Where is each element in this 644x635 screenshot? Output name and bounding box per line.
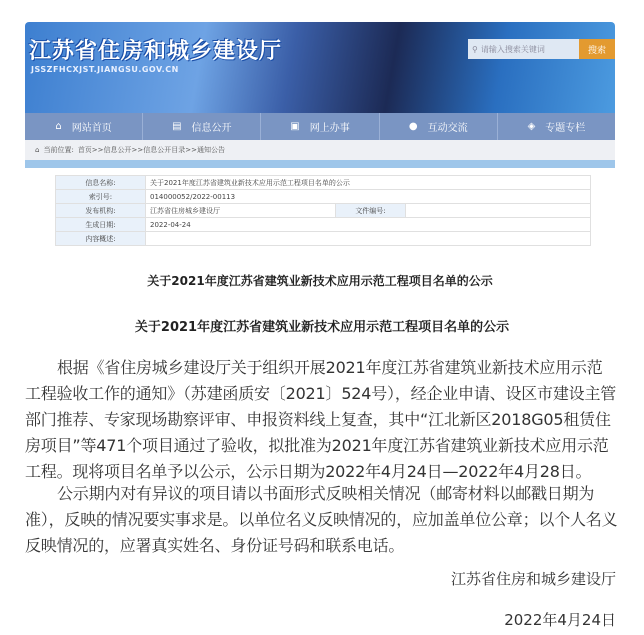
page-screenshot — [25, 22, 615, 292]
nav-topics[interactable] — [498, 113, 615, 140]
label: 内容概述: — [56, 232, 146, 246]
search-placeholder: 请输入搜索关键词 — [480, 44, 545, 54]
main-nav — [25, 113, 615, 140]
nav-service[interactable] — [261, 113, 379, 140]
info-table — [55, 175, 591, 246]
search-button[interactable]: 搜索 — [579, 39, 615, 59]
value — [406, 204, 591, 218]
label: 发布机构: — [56, 204, 146, 218]
value — [146, 232, 591, 246]
service-icon: ▣ — [290, 121, 300, 132]
home-icon: ⌂ — [55, 121, 62, 132]
value: 江苏省住房城乡建设厅 — [146, 204, 336, 218]
value: 2022-04-24 — [146, 218, 591, 232]
signature: 江苏省住房和城乡建设厅 — [450, 570, 616, 588]
nav-label: 网站首页 — [71, 123, 112, 134]
nav-label: 网上办事 — [309, 123, 350, 134]
label: 生成日期: — [56, 218, 146, 232]
document-icon: ▤ — [172, 121, 182, 132]
value: 关于2021年度江苏省建筑业新技术应用示范工程项目名单的公示 — [146, 176, 591, 190]
nav-home[interactable] — [25, 113, 143, 140]
article-paragraph: 根据《省住房城乡建设厅关于组织开展2021年度江苏省建筑业新技术应用示范工程验收工作的通知》（苏建函质安〔2021〕524号），经企业申请、设区市建设主管部门推荐、专家现场勘察评审、申报资料线上复查，其中“江北新区2018G05租赁住房项目”等471个项目通过了验收，拟批准为2021年度江苏省建筑业新技术应用示范工程。现将项目名单予以公示，公示日期为2022年4月24日—2022年4月28日。 — [25, 358, 617, 481]
label: 文件编号: — [336, 204, 406, 218]
signature-date: 2022年4月24日 — [504, 611, 616, 629]
search-input[interactable] — [468, 39, 579, 59]
site-url: JSSZFHCXJST.JIANGSU.GOV.CN — [31, 65, 179, 74]
breadcrumb-path[interactable]: 首页>>信息公开>>信息公开目录>>通知公告 — [77, 146, 226, 154]
label: 索引号: — [56, 190, 146, 204]
nav-label: 信息公开 — [191, 123, 232, 134]
info-card — [25, 168, 615, 292]
breadcrumb-label: 当前位置: — [43, 146, 74, 154]
chat-icon: ● — [408, 121, 418, 132]
label: 信息名称: — [56, 176, 146, 190]
search-bar — [468, 39, 615, 59]
article-paragraph: 公示期内对有异议的项目请以书面形式反映相关情况（邮寄材料以邮戳日期为准），反映的情况要实事求是。以单位名义反映情况的，应加盖单位公章；以个人名义反映情况的，应署真实姓名、身份证号码和联系电话。 — [25, 484, 618, 555]
site-title: 江苏省住房和城乡建设厅 — [29, 39, 283, 64]
nav-label: 互动交流 — [427, 123, 468, 134]
nav-interact[interactable] — [380, 113, 498, 140]
nav-label: 专题专栏 — [545, 123, 586, 134]
value: 014000052/2022-00113 — [146, 190, 591, 204]
layers-icon: ◈ — [527, 121, 536, 132]
search-icon: ⚲ — [472, 44, 478, 54]
site-banner — [25, 22, 615, 113]
breadcrumb — [25, 140, 615, 160]
article-title: 关于2021年度江苏省建筑业新技术应用示范工程项目名单的公示 — [134, 320, 510, 335]
divider — [25, 160, 615, 168]
home-icon: ⌂ — [35, 146, 40, 154]
nav-info[interactable] — [143, 113, 261, 140]
inner-title: 关于2021年度江苏省建筑业新技术应用示范工程项目名单的公示 — [147, 274, 493, 288]
